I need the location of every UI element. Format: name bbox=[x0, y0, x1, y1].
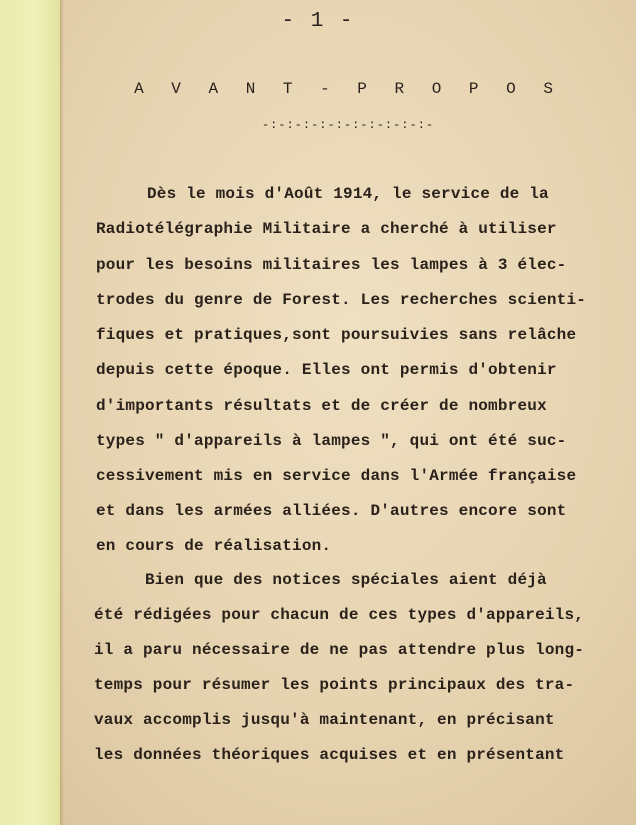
text-line: les données théoriques acquises et en présentant bbox=[94, 746, 565, 764]
text-line: d'importants résultats et de créer de nombreux bbox=[96, 397, 547, 415]
text-line: Dès le mois d'Août 1914, le service de la bbox=[147, 185, 549, 203]
text-line: vaux accomplis jusqu'à maintenant, en précisant bbox=[94, 711, 555, 729]
text-line: depuis cette époque. Elles ont permis d'obtenir bbox=[96, 361, 557, 379]
text-line: types " d'appareils à lampes ", qui ont été suc- bbox=[96, 432, 567, 450]
text-line: fiques et pratiques,sont poursuivies sans relâche bbox=[96, 326, 577, 344]
text-line: temps pour résumer les points principaux des tra- bbox=[94, 676, 575, 694]
page-title: A V A N T - P R O P O S bbox=[134, 80, 562, 98]
text-line: pour les besoins militaires les lampes à 3 élec- bbox=[96, 256, 567, 274]
text-line: trodes du genre de Forest. Les recherches scienti- bbox=[96, 291, 587, 309]
page-number: - 1 - bbox=[281, 10, 355, 33]
title-ornament: -:-:-:-:-:-:-:-:-:-:- bbox=[261, 118, 435, 132]
text-line: en cours de réalisation. bbox=[96, 537, 332, 555]
text-line: et dans les armées alliées. D'autres encore sont bbox=[96, 502, 567, 520]
text-line: cessivement mis en service dans l'Armée française bbox=[96, 467, 577, 485]
text-line: été rédigées pour chacun de ces types d'appareils, bbox=[94, 606, 585, 624]
text-line: Bien que des notices spéciales aient déjà bbox=[145, 571, 547, 589]
text-line: il a paru nécessaire de ne pas attendre plus long- bbox=[94, 641, 585, 659]
text-line: Radiotélégraphie Militaire a cherché à utiliser bbox=[96, 220, 557, 238]
